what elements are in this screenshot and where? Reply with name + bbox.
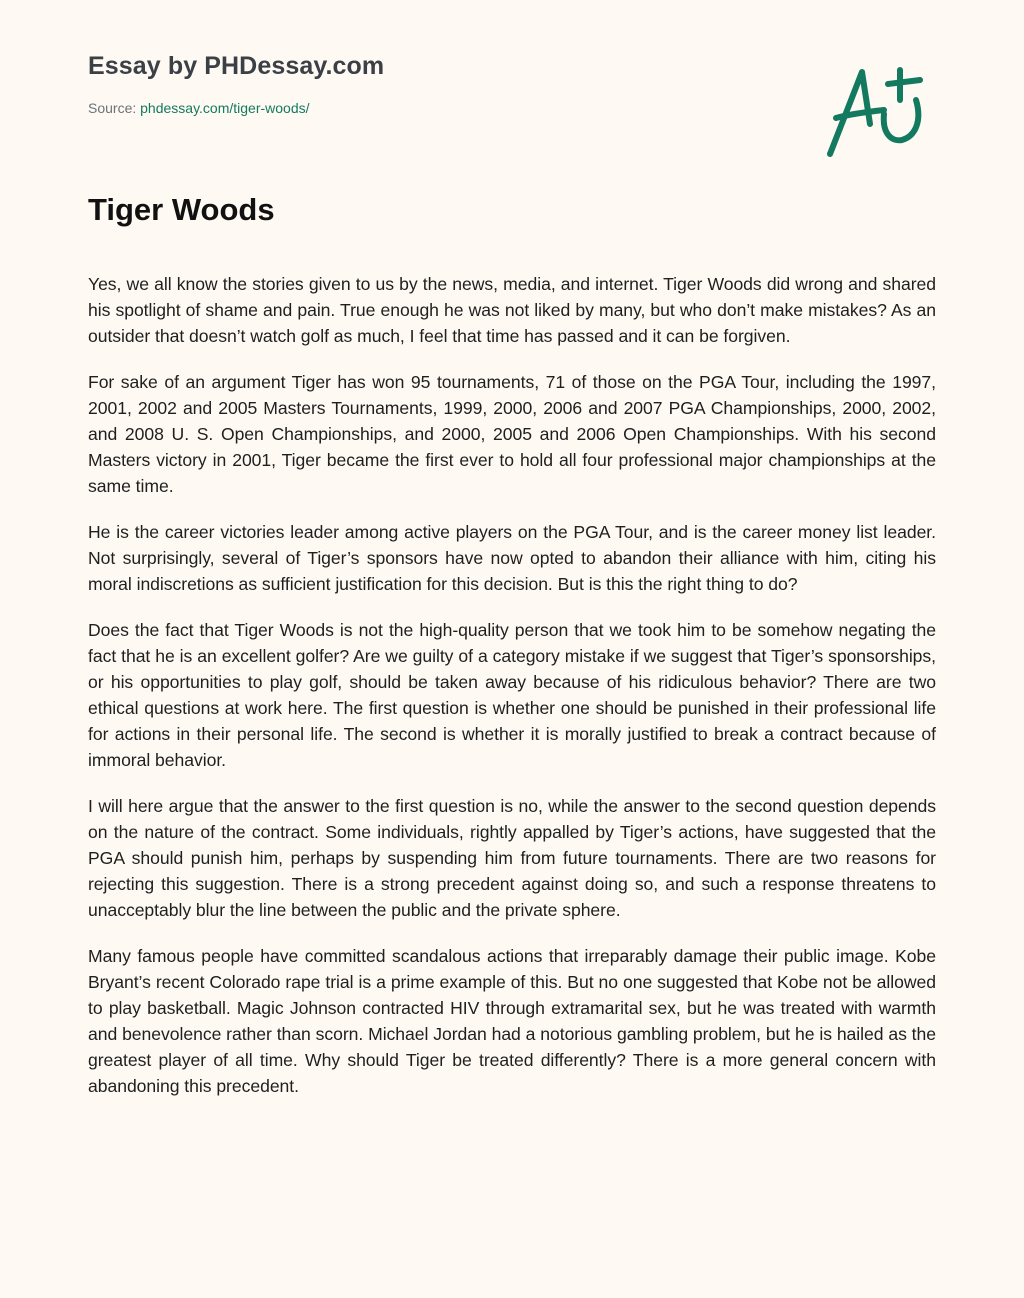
- essay-paragraph: Many famous people have committed scandalous actions that irreparably damage their public image. Kobe Bryant’s recent Colorado rape trial is a prime example of this. But no one suggested that Kobe not be allowed to play basketball. Magic Johnson contracted HIV through extramarital sex, but he was treated with warmth and benevolence rather than scorn. Michael Jordan had a notorious gambling problem, but he is hailed as the greatest player of all time. Why should Tiger be treated differently? There is a more general concern with abandoning this precedent.: [88, 946, 936, 1096]
- site-brand: Essay by PHDessay.com: [88, 52, 385, 80]
- essay-paragraph: Does the fact that Tiger Woods is not the high-quality person that we took him to be somehow negating the fact that he is an excellent golfer? Are we guilty of a category mistake if we suggest that Tiger’s sponsorships, or his opportunities to play golf, should be taken away because of his ridiculous behavior? There are two ethical questions at work here. The first question is whether one should be punished in their professional life for actions in their personal life. The second is whether it is morally justified to break a contract because of immoral behavior.: [88, 620, 936, 770]
- essay-paragraph: Yes, we all know the stories given to us by the news, media, and internet. Tiger Woods did wrong and shared his spotlight of shame and pain. True enough he was not liked by many, but who don’t make mistakes? As an outsider that doesn’t watch golf as much, I feel that time has passed and it can be forgiven.: [88, 274, 936, 346]
- a-plus-grade-icon: [822, 62, 932, 162]
- essay-paragraph: For sake of an argument Tiger has won 95 tournaments, 71 of those on the PGA Tour, including the 1997, 2001, 2002 and 2005 Masters Tournaments, 1999, 2000, 2006 and 2007 PGA Championships, 2000, 2002, and 2008 U. S. Open Championships, and 2000, 2005 and 2006 Open Championships. With his second Masters victory in 2001, Tiger became the first ever to hold all four professional major championships at the same time.: [88, 372, 936, 496]
- source-label: Source:: [88, 100, 141, 116]
- essay-paragraph: I will here argue that the answer to the first question is no, while the answer to the second question depends on the nature of the contract. Some individuals, rightly appalled by Tiger’s actions, have suggested that the PGA should punish him, perhaps by suspending him from future tournaments. There are two reasons for rejecting this suggestion. There is a strong precedent against doing so, and such a response threatens to unacceptably blur the line between the public and the private sphere.: [88, 796, 936, 920]
- source-link[interactable]: phdessay.com/tiger-woods/: [140, 100, 310, 116]
- essay-paragraph: He is the career victories leader among active players on the PGA Tour, and is the career money list leader. Not surprisingly, several of Tiger’s sponsors have now opted to abandon their alliance with him, citing his moral indiscretions as sufficient justification for this decision. But is this the right thing to do?: [88, 522, 936, 594]
- essay-body: [88, 271, 936, 1119]
- page-header: [88, 50, 384, 117]
- essay-title: Tiger Woods: [88, 192, 275, 227]
- source-line: [88, 99, 384, 117]
